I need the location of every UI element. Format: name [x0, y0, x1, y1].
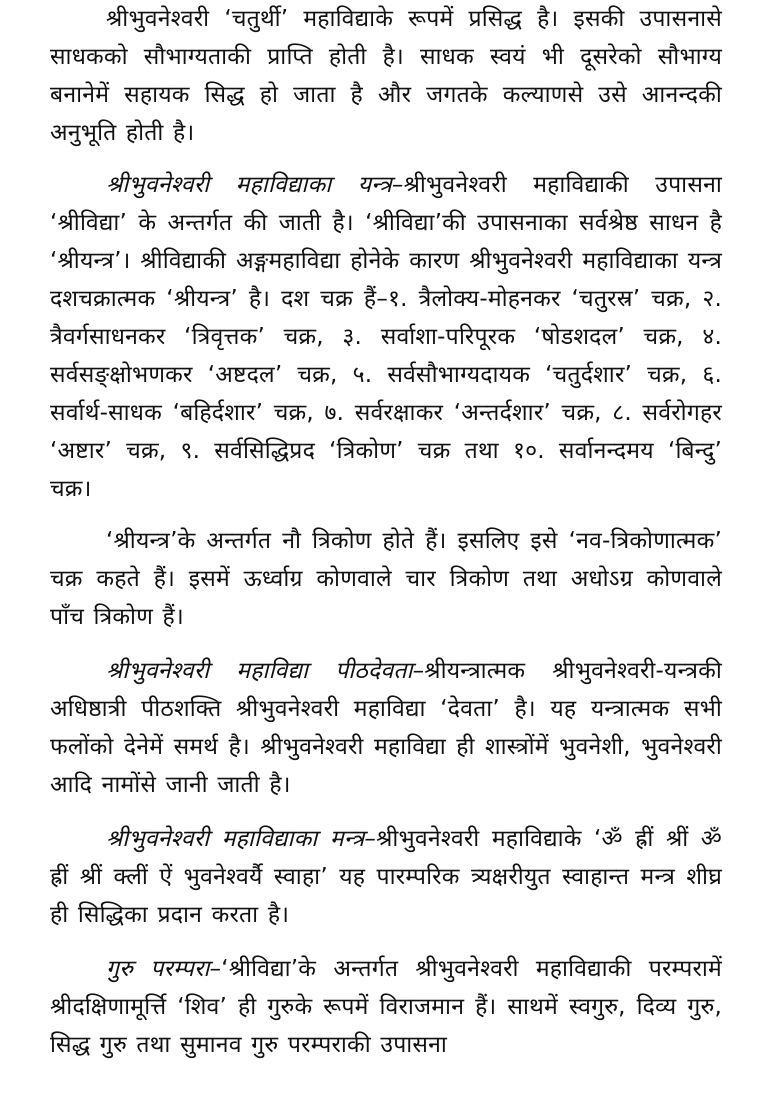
paragraph-text: ‘श्रीयन्त्र’के अन्तर्गत नौ त्रिकोण होते हैं। इसलिए इसे ‘नव-त्रिकोणात्मक’ चक्र कहते हैं। इसमें ऊर्ध्वाग्र कोणवाले चार त्रिकोण तथा अधोऽग्र कोणवाले पाँच त्रिकोण हैं। [50, 528, 722, 630]
document-page [50, 0, 722, 1064]
paragraph-heading: श्रीभुवनेश्वरी महाविद्या पीठदेवता– [106, 658, 425, 684]
paragraph-shriyantra-triangles [50, 522, 722, 636]
paragraph-yantra [50, 166, 722, 508]
paragraph-guru-parampara [50, 950, 722, 1064]
paragraph-heading: गुरु परम्परा– [106, 956, 222, 982]
paragraph-text: श्रीभुवनेश्वरी महाविद्याके ‘ॐ ह्रीं श्रीं ॐ ह्रीं श्रीं क्लीं ऐं भुवनेश्वर्यै स्वाहा’ यह पारम्परिक त्र्यक्षरीयुत स्वाहान्त मन्त्र शीघ्र ही सिद्धिका प्रदान करता है। [50, 826, 722, 928]
paragraph-text: श्रीयन्त्रात्मक श्रीभुवनेश्वरी-यन्त्रकी अधिष्ठात्री पीठशक्ति श्रीभुवनेश्वरी महाविद्या ‘देवता’ है। यह यन्त्रात्मक सभी फलोंको देनेमें समर्थ है। श्रीभुवनेश्वरी महाविद्या ही शास्त्रोंमें भुवनेशी, भुवनेश्वरी आदि नामोंसे जानी जाती है। [50, 658, 722, 798]
paragraph-peeth-devata [50, 652, 722, 804]
paragraph-introduction [50, 0, 722, 152]
paragraph-text: श्रीभुवनेश्वरी ‘चतुर्थी’ महाविद्याके रूपमें प्रसिद्ध है। इसकी उपासनासे साधकको सौभाग्यताकी प्राप्ति होती है। साधक स्वयं भी दूसरेको सौभाग्य बनानेमें सहायक सिद्ध हो जाता है और जगतके कल्याणसे उसे आनन्दकी अनुभूति होती है। [50, 6, 722, 146]
paragraph-text: श्रीभुवनेश्वरी महाविद्याकी उपासना ‘श्रीविद्या’ के अन्तर्गत की जाती है। ‘श्रीविद्या’की उपासनाका सर्वश्रेष्ठ साधन है ‘श्रीयन्त्र’। श्रीविद्याकी अङ्गमहाविद्या होनेके कारण श्रीभुवनेश्वरी महाविद्याका यन्त्र दशचक्रात्मक ‘श्रीयन्त्र’ है। दश चक्र हैं–१. त्रैलोक्य-मोहनकर ‘चतुरस्र’ चक्र, २. त्रैवर्गसाधनकर ‘त्रिवृत्तक’ चक्र, ३. सर्वाशा-परिपूरक ‘षोडशदल’ चक्र, ४. सर्वसङ्क्षोभणकर ‘अष्टदल’ चक्र, ५. सर्वसौभाग्यदायक ‘चतुर्दशार’ चक्र, ६. सर्वार्थ-साधक ‘बहिर्दशार’ चक्र, ७. सर्वरक्षाकर ‘अन्तर्दशार’ चक्र, ८. सर्वरोगहर ‘अष्टार’ चक्र, ९. सर्वसिद्धिप्रद ‘त्रिकोण’ चक्र तथा १०. सर्वानन्दमय ‘बिन्दु’ चक्र। [50, 172, 722, 502]
paragraph-heading: श्रीभुवनेश्वरी महाविद्याका यन्त्र– [106, 172, 404, 198]
paragraph-mantra [50, 820, 722, 934]
paragraph-text: ‘श्रीविद्या’के अन्तर्गत श्रीभुवनेश्वरी महाविद्याकी परम्परामें श्रीदक्षिणामूर्त्ति ‘शिव’ ही गुरुके रूपमें विराजमान हैं। साथमें स्वगुरु, दिव्य गुरु, सिद्ध गुरु तथा सुमानव गुरु परम्पराकी उपासना [50, 956, 722, 1058]
paragraph-heading: श्रीभुवनेश्वरी महाविद्याका मन्त्र– [106, 826, 377, 852]
